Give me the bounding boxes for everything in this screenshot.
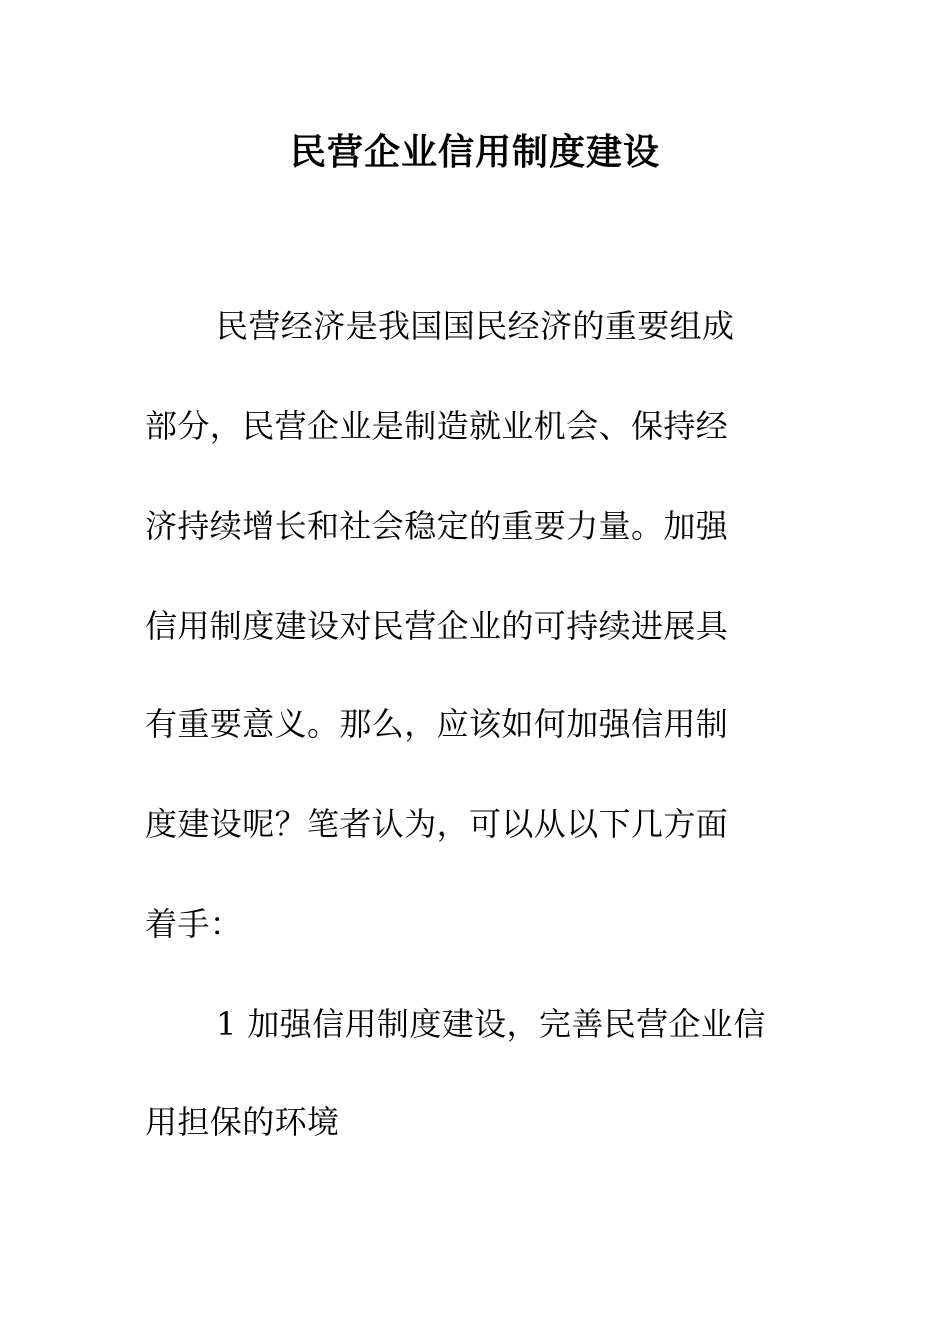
section-heading-line: 用担保的环境	[145, 1103, 340, 1141]
paragraph-line: 着手：	[145, 905, 243, 943]
document-title: 民营企业信用制度建设	[289, 131, 660, 173]
paragraph-line: 信用制度建设对民营企业的可持续进展具	[145, 607, 729, 645]
paragraph-line: 部分，民营企业是制造就业机会、保持经	[145, 407, 729, 445]
paragraph-line: 民营经济是我国国民经济的重要组成	[216, 307, 735, 345]
paragraph-line: 有重要意义。那么，应该如何加强信用制	[145, 705, 729, 743]
paragraph-line: 度建设呢？笔者认为，可以从以下几方面	[145, 805, 729, 843]
section-heading-line: 1 加强信用制度建设，完善民营企业信	[216, 1005, 766, 1043]
paragraph-line: 济持续增长和社会稳定的重要力量。加强	[145, 507, 729, 545]
